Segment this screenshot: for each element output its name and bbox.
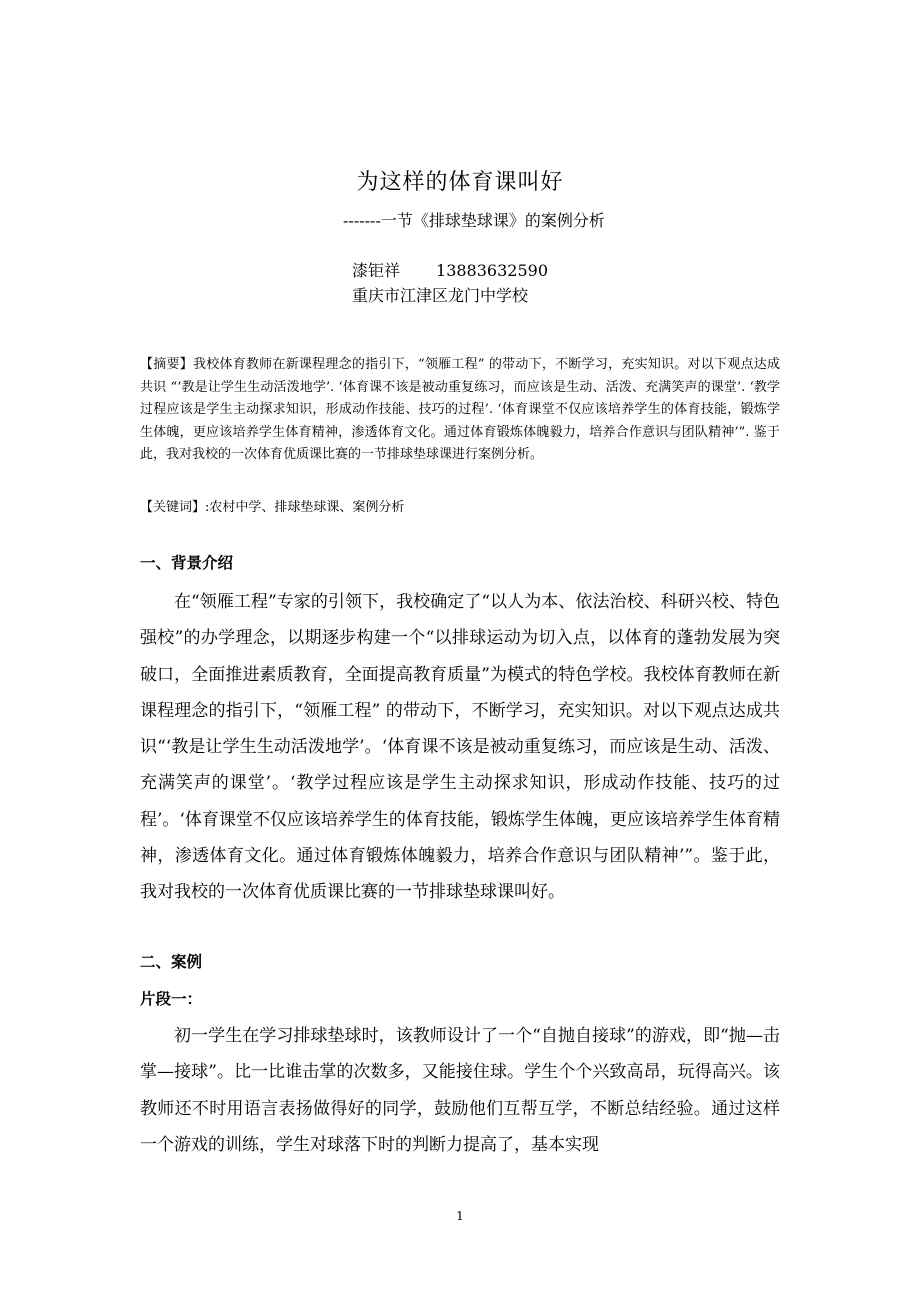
abstract-text: 我校体育教师在新课程理念的指引下，“领雁工程” 的带动下，不断学习，充实知识。对以下观点达成共识 “‘教是让学生生动活泼地学’. ‘体育课不该是被动重复练习，而应该是生动、活泼、充满笑声的课堂’. ‘教学过程应该是学生主动探求知识，形成动作技能、技巧的过程’. ‘体育课堂不仅应该培养学生的体育技能，锻炼学生体魄，更应该培养学生体育精神，渗透体育文化。通过体育锻炼体魄毅力，培养合作意识与团队精神’”. 鉴于此，我对我校的一次体育优质课比赛的一节排球垫球课进行案例分析。	[140, 357, 780, 462]
background-paragraph: 在“领雁工程”专家的引领下，我校确定了“以人为本、依法治校、科研兴校、特色强校”的办学理念，以期逐步构建一个“以排球运动为切入点，以体育的蓬勃发展为突破口，全面推进素质教育，全面提高教育质量”为模式的特色学校。我校体育教师在新课程理念的指引下，“领雁工程” 的带动下，不断学习，充实知识。对以下观点达成共识“‘教是让学生生动活泼地学’。‘体育课不该是被动重复练习，而应该是生动、活泼、充满笑声的课堂’。‘教学过程应该是学生主动探求知识，形成动作技能、技巧的过程’。‘体育课堂不仅应该培养学生的体育技能，锻炼学生体魄，更应该培养学生体育精神，渗透体育文化。通过体育锻炼体魄毅力，培养合作意识与团队精神’”。鉴于此，我对我校的一次体育优质课比赛的一节排球垫球课叫好。	[140, 592, 780, 903]
author-phone: 13883632590	[436, 261, 548, 280]
page-number: 1	[456, 1209, 464, 1223]
author-name: 漆钜祥	[352, 261, 401, 280]
document-title: 为这样的体育课叫好	[356, 170, 564, 195]
abstract-paragraph	[140, 354, 780, 467]
document-subtitle: -------一节《排球垫球课》的案例分析	[343, 211, 605, 230]
author-line	[352, 259, 548, 283]
keywords-text: :农村中学、排球垫球课、案例分析	[205, 500, 405, 515]
keywords-label: 【关键词】	[140, 500, 206, 515]
section-heading-case: 二、案例	[140, 953, 203, 971]
section-heading-background: 一、背景介绍	[140, 554, 234, 572]
fragment-paragraph: 初一学生在学习排球垫球时，该教师设计了一个“自抛自接球”的游戏，即“抛—击掌—接球”。比一比谁击掌的次数多，又能接住球。学生个个兴致高昂，玩得高兴。该教师还不时用语言表扬做得好的同学，鼓励他们互帮互学，不断总结经验。通过这样一个游戏的训练，学生对球落下时的判断力提高了，基本实现	[140, 1026, 780, 1155]
fragment-heading: 片段一：	[140, 990, 203, 1008]
abstract-label: 【摘要】	[140, 357, 193, 372]
author-school: 重庆市江津区龙门中学校	[352, 286, 529, 305]
keywords-line	[140, 497, 780, 519]
